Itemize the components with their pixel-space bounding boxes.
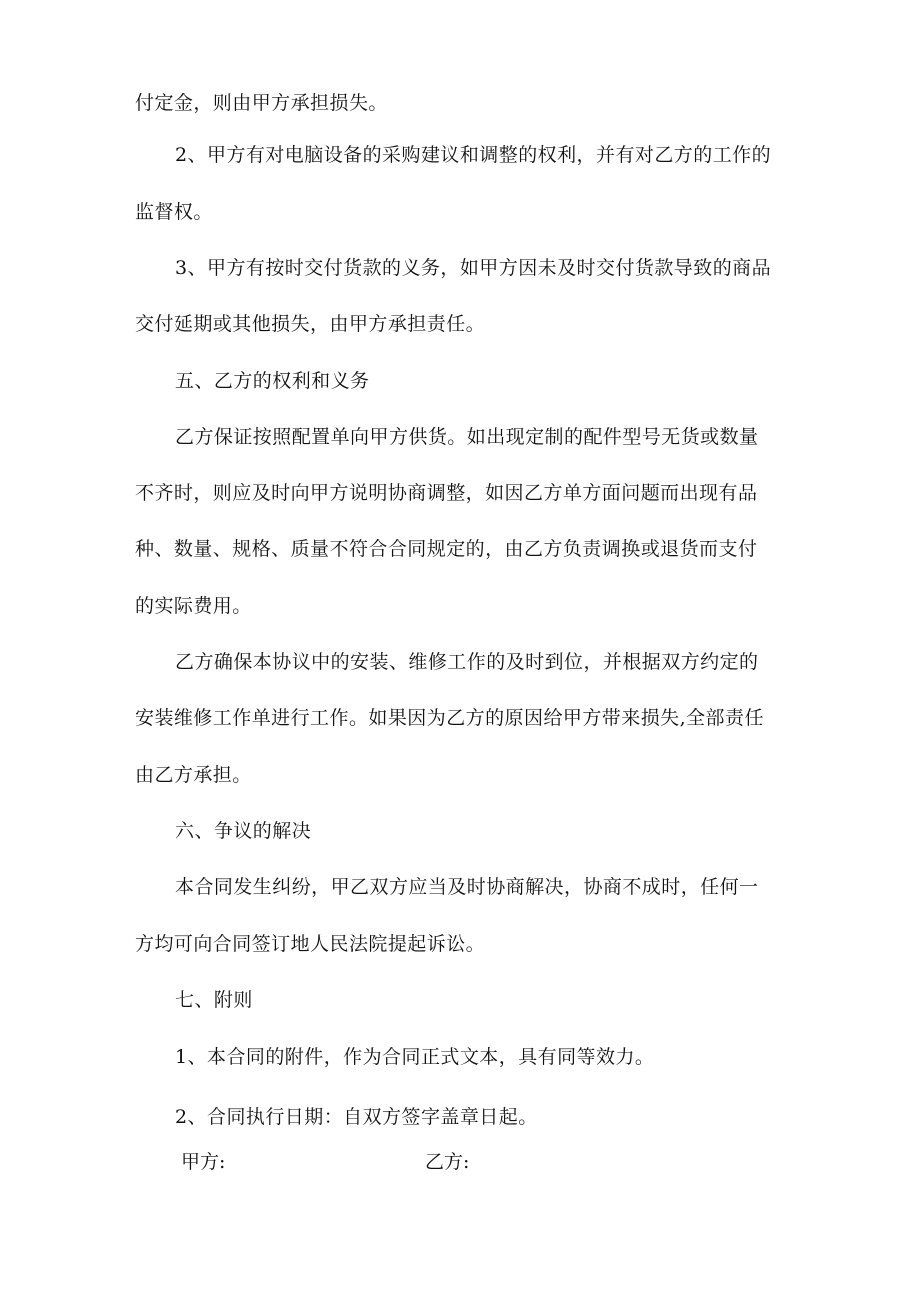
clause-2-line-1: 2、甲方有对电脑设备的采购建议和调整的权利，并有对乙方的工作的 [175,144,772,166]
section-7-heading: 七、附则 [175,989,253,1011]
section-5-para-1-line-2: 不齐时，则应及时向甲方说明协商调整，如因乙方单方面问题而出现有品 [135,482,758,504]
section-7-clause-1: 1、本合同的附件，作为合同正式文本，具有同等效力。 [175,1046,655,1068]
section-6-heading: 六、争议的解决 [175,820,312,842]
section-5-heading: 五、乙方的权利和义务 [175,370,370,392]
section-5-para-1-line-3: 种、数量、规格、质量不符合合同规定的，由乙方负责调换或退货而支付 [135,538,758,560]
section-5-para-2-line-1: 乙方确保本协议中的安装、维修工作的及时到位，并根据双方约定的 [175,651,759,673]
clause-2-line-2: 监督权。 [135,201,213,223]
section-5-para-2-line-2: 安装维修工作单进行工作。如果因为乙方的原因给甲方带来损失,全部责任 [135,707,764,729]
section-7-clause-2: 2、合同执行日期：自双方签字盖章日起。 [175,1106,538,1128]
paragraph-line: 付定金，则由甲方承担损失。 [135,92,388,114]
section-5-para-1-line-1: 乙方保证按照配置单向甲方供货。如出现定制的配件型号无货或数量 [175,426,759,448]
section-6-para-line-1: 本合同发生纠纷，甲乙双方应当及时协商解决，协商不成时，任何一 [175,876,759,898]
section-5-para-1-line-4: 的实际费用。 [135,595,252,617]
signature-party-b: 乙方: [425,1151,470,1173]
clause-3-line-1: 3、甲方有按时交付货款的义务，如甲方因未及时交付货款导致的商品 [175,257,772,279]
section-5-para-2-line-3: 由乙方承担。 [135,764,252,786]
section-6-para-line-2: 方均可向合同签订地人民法院提起诉讼。 [135,933,486,955]
clause-3-line-2: 交付延期或其他损失，由甲方承担责任。 [135,313,486,335]
signature-party-a: 甲方: [181,1151,226,1173]
